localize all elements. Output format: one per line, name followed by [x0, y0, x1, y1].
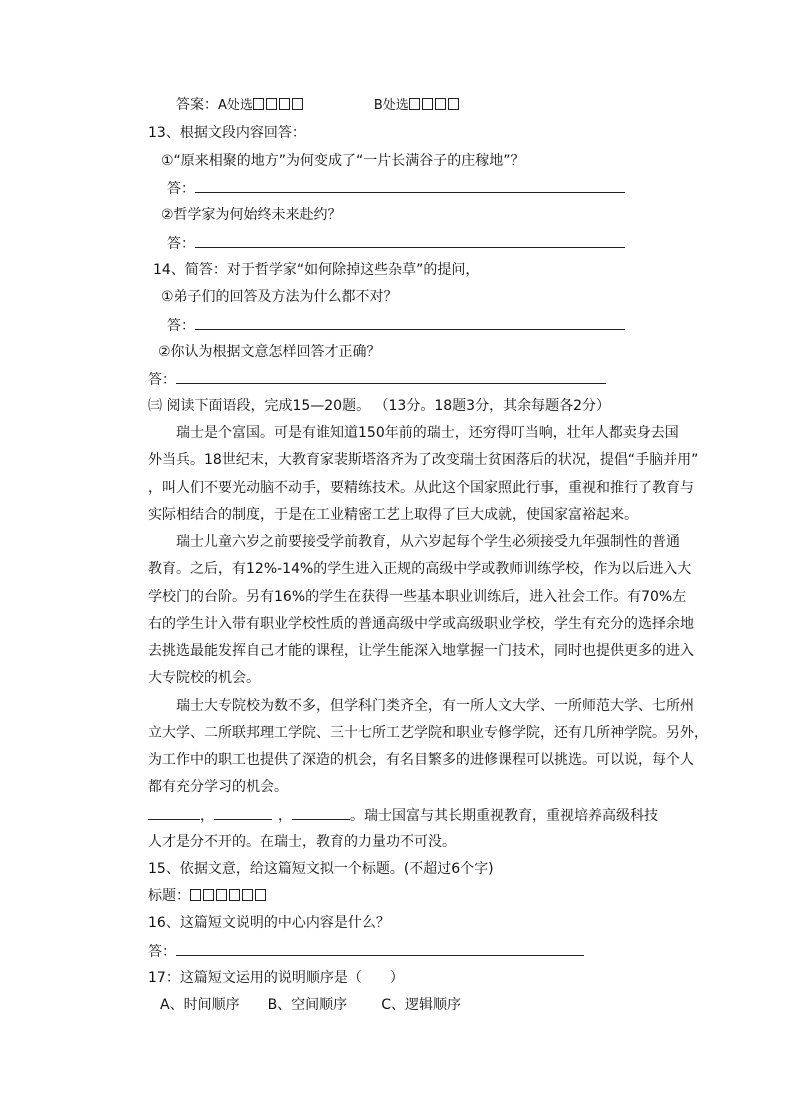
para3-line: 瑞士大专院校为数不多，但学科门类齐全，有一所人文大学、一所师范大学、七所州 — [176, 698, 694, 714]
q17-option-c[interactable]: C、逻辑顺序 — [381, 997, 461, 1013]
blank-1[interactable] — [148, 805, 200, 820]
para4-line1 — [148, 805, 658, 826]
answer-prefix: 答案： — [176, 97, 218, 113]
blank-3[interactable] — [292, 805, 350, 820]
q14-answer2-line[interactable] — [176, 369, 606, 384]
q17-option-b[interactable]: B、空间顺序 — [267, 997, 348, 1013]
q16-answer-line[interactable] — [176, 941, 584, 956]
para2-line: 去挑选最能发挥自己才能的课程，让学生能深入地掌握一门技术，同时也提供更多的进入 — [148, 643, 694, 659]
q13-answer2-line[interactable] — [195, 233, 625, 248]
para2-line: 大专院校的机会。 — [148, 670, 260, 686]
para2-line: 学校门的台阶。另有16%的学生在获得一些基本职业训练后，进入社会工作。有70%左 — [148, 589, 687, 605]
q13-answer2 — [167, 233, 625, 254]
para3-line: 都有充分学习的机会。 — [148, 779, 288, 795]
answer-label: 答： — [167, 318, 195, 334]
para1-line: 外当兵。18世纪末，大教育家裴斯塔洛齐为了改变瑞士贫困落后的状况，提倡“手脑并用” — [148, 452, 699, 468]
q15-title: 15、依据文意，给这篇短文拟一个标题。(不超过6个字) — [148, 861, 494, 877]
para4-tail: 。瑞士国富与其长期重视教育，重视培养高级科技 — [350, 808, 658, 824]
q13-sub1: ①“原来相聚的地方”为何变成了“一片长满谷子的庄稼地”？ — [161, 153, 525, 169]
q14-answer2 — [148, 369, 606, 390]
q17-option-a[interactable]: A、时间顺序 — [160, 997, 240, 1013]
para2-line: 瑞士儿童六岁之前要接受学前教育，从六岁起每个学生必须接受九年强制性的普通 — [176, 534, 680, 550]
para1-line: 实际相结合的制度，于是在工业精密工艺上取得了巨大成就，使国家富裕起来。 — [148, 507, 638, 523]
para1-line: 瑞士是个富国。可是有谁知道150年前的瑞士，还穷得叮当响，壮年人都卖身去国 — [176, 425, 679, 441]
q13-answer1-line[interactable] — [195, 178, 625, 193]
q13-title: 13、根据文段内容回答： — [148, 125, 306, 141]
q15-label: 标题： — [148, 888, 190, 904]
blank-2[interactable] — [214, 805, 272, 820]
section-header: ㈢ 阅读下面语段，完成15—20题。 （13分。18题3分，其余每题各2分） — [148, 398, 610, 414]
para1-line: ，叫人们不要光动脑不动手，要精练技术。从此这个国家照此行事，重视和推行了教育与 — [148, 480, 694, 496]
answer-label: 答： — [148, 944, 176, 960]
q15-title-answer — [148, 886, 268, 906]
para3-line: 立大学、二所联邦理工学院、三十七所工艺学院和职业专修学院，还有几所神学院。另外， — [148, 725, 708, 741]
para2-line: 教育。之后，有12%-14%的学生进入正规的高级中学或教师训练学校，作为以后进入大 — [148, 561, 692, 577]
q16-title: 16、这篇短文说明的中心内容是什么？ — [148, 915, 390, 931]
q13-sub2: ②哲学家为何始终未来赴约？ — [161, 207, 342, 223]
answer-boxes-a[interactable] — [253, 97, 305, 113]
q14-title: 14、简答：对于哲学家“如何除掉这些杂草”的提问， — [153, 262, 480, 278]
comma: ， — [200, 808, 214, 824]
answer-boxes-b[interactable] — [409, 97, 461, 113]
title-boxes[interactable] — [190, 888, 268, 904]
q14-answer1 — [167, 315, 625, 336]
q16-answer — [148, 941, 584, 962]
answer-label: 答： — [167, 181, 195, 197]
option-b-label: B处选 — [373, 98, 409, 113]
q17-title: 17：这篇短文运用的说明顺序是（ ） — [148, 970, 404, 986]
answer-line — [176, 95, 461, 116]
para2-line: 右的学生计入带有职业学校性质的普通高级中学或高级职业学校，学生有充分的选择余地 — [148, 616, 694, 632]
q13-answer1 — [167, 178, 625, 199]
para3-line: 为工作中的职工也提供了深造的机会，有名目繁多的进修课程可以挑选。可以说，每个人 — [148, 752, 694, 768]
q14-sub1: ①弟子们的回答及方法为什么都不对？ — [161, 289, 398, 305]
q14-answer1-line[interactable] — [195, 315, 625, 330]
answer-label: 答： — [167, 236, 195, 252]
answer-label: 答： — [148, 372, 176, 388]
q14-sub2: ②你认为根据文意怎样回答才正确？ — [158, 344, 381, 360]
q17-options — [160, 995, 461, 1015]
option-a-label: A处选 — [218, 98, 253, 113]
comma: ， — [278, 808, 292, 824]
para4-line2: 人才是分不开的。在瑞士，教育的力量功不可没。 — [148, 834, 456, 850]
